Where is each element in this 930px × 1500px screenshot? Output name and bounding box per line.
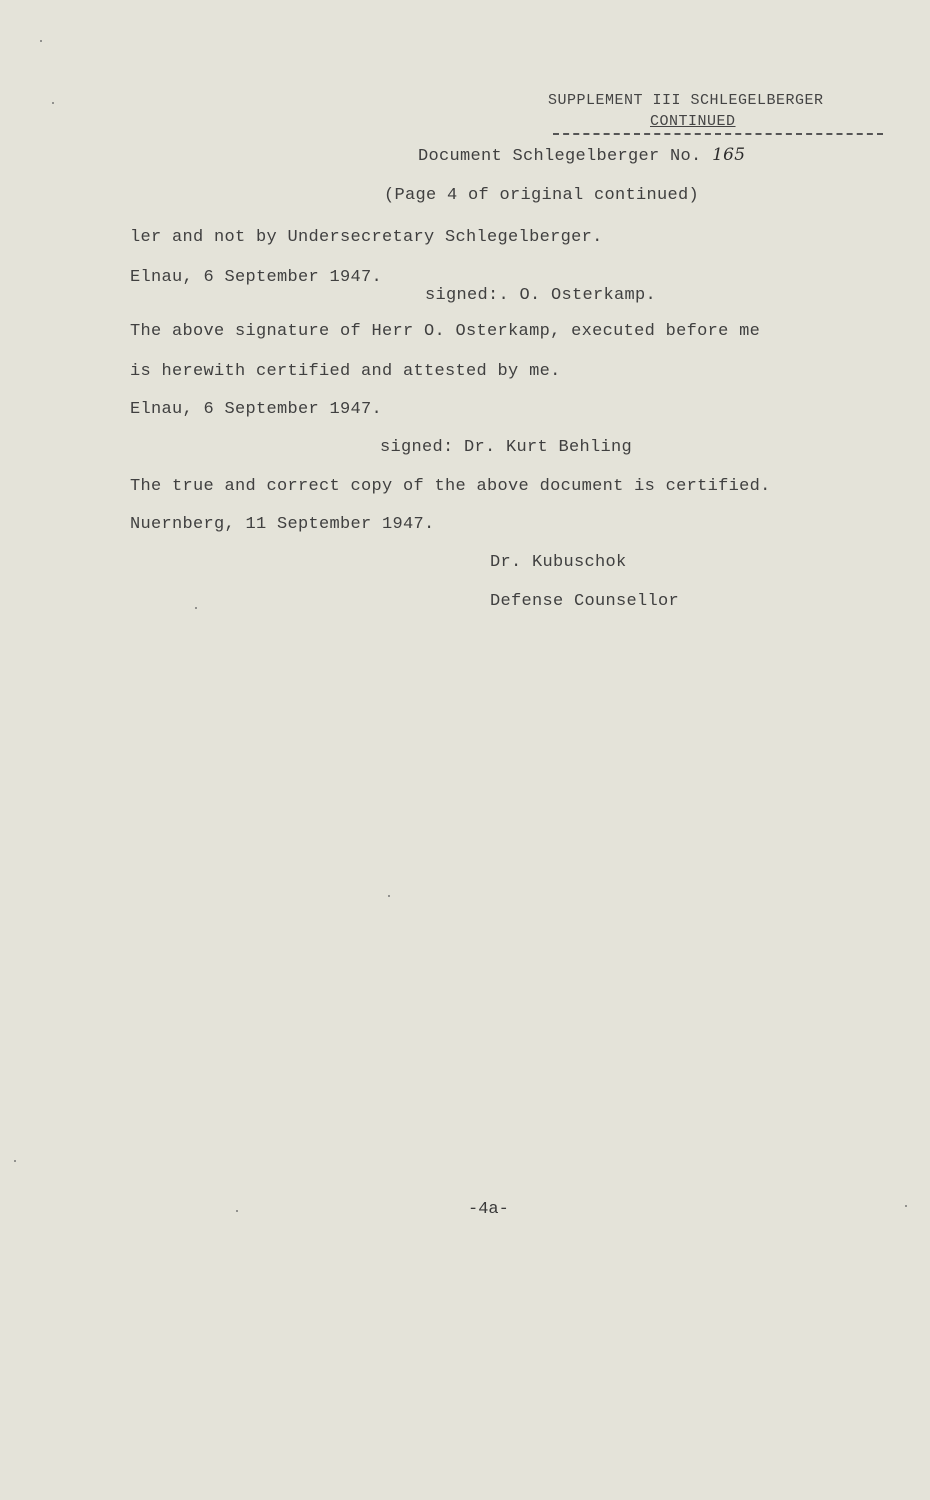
header-divider (553, 133, 883, 135)
paper-speck (40, 40, 42, 42)
paper-speck (905, 1205, 907, 1207)
signature-line-1: signed:. O. Osterkamp. (425, 286, 657, 305)
continued-label: CONTINUED (650, 113, 736, 130)
paper-speck (236, 1210, 238, 1212)
counsel-name: Dr. Kubuschok (490, 553, 627, 572)
attestation-line-1: The above signature of Herr O. Osterkamp, executed before me (130, 322, 761, 341)
document-number-handwritten: 165 (712, 145, 746, 165)
counsel-title: Defense Counsellor (490, 592, 680, 611)
paper-speck (52, 102, 54, 104)
body-line-1: ler and not by Undersecretary Schlegelberger. (130, 228, 603, 247)
attestation-line-2: is herewith certified and attested by me. (130, 362, 561, 381)
paper-speck (388, 895, 390, 897)
place-date-2: Elnau, 6 September 1947. (130, 400, 383, 419)
signature-line-2: signed: Dr. Kurt Behling (380, 438, 633, 457)
page-note: (Page 4 of original continued) (384, 186, 700, 205)
page-number: -4a- (468, 1200, 509, 1219)
place-date-1: Elnau, 6 September 1947. (130, 268, 383, 287)
document-reference (418, 145, 745, 166)
paper-speck (195, 607, 197, 609)
supplement-header: SUPPLEMENT III SCHLEGELBERGER (548, 92, 824, 109)
certification-line: The true and correct copy of the above document is certified. (130, 477, 771, 496)
document-reference-prefix: Document Schlegelberger No. (418, 147, 702, 166)
paper-speck (14, 1160, 16, 1162)
place-date-3: Nuernberg, 11 September 1947. (130, 515, 435, 534)
